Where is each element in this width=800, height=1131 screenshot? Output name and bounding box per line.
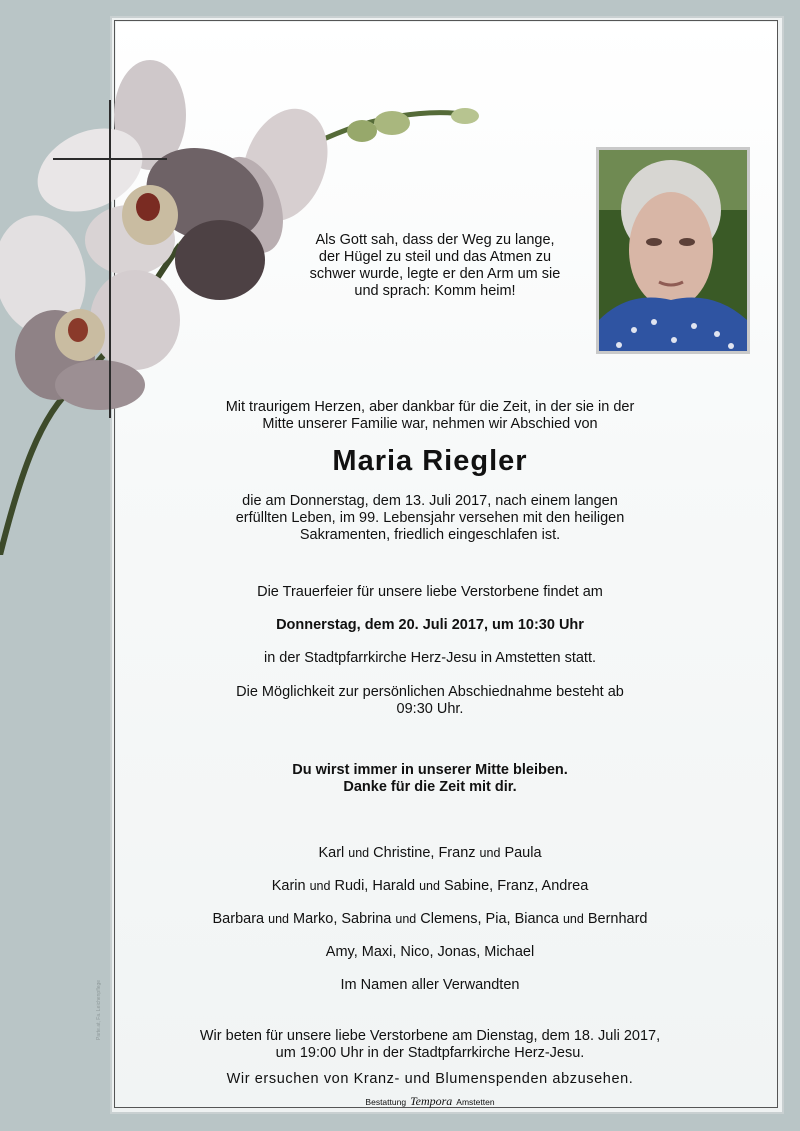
viewing-notice: Die Möglichkeit zur persönlichen Abschiednahme besteht ab 09:30 Uhr. bbox=[236, 684, 624, 717]
portrait-photo bbox=[596, 147, 750, 354]
motto: Du wirst immer in unserer Mitte bleiben. Danke für die Zeit mit dir. bbox=[292, 762, 568, 795]
undertaker-line: Bestattung Tempora Amstetten bbox=[365, 1094, 495, 1108]
cross-icon bbox=[109, 100, 111, 418]
family-line-5: Im Namen aller Verwandten bbox=[340, 977, 520, 993]
funeral-place: in der Stadtpfarrkirche Herz-Jesu in Amstetten statt. bbox=[263, 650, 597, 666]
undertaker-logo: Tempora bbox=[410, 1094, 453, 1108]
intro-text: Mit traurigem Herzen, aber dankbar für die Zeit, in der sie in der Mitte unserer Familie war, nehmen wir Abschied von bbox=[225, 399, 635, 432]
funeral-intro: Die Trauerfeier für unsere liebe Verstorbene findet am bbox=[257, 584, 603, 600]
family-line-4: Amy, Maxi, Nico, Jonas, Michael bbox=[325, 944, 535, 960]
cross-icon-bar bbox=[53, 158, 167, 160]
donation-request: Wir ersuchen von Kranz- und Blumenspenden abzusehen. bbox=[226, 1071, 634, 1087]
memorial-mass: Wir beten für unsere liebe Verstorbene am Dienstag, dem 18. Juli 2017, um 19:00 Uhr in der Stadtpfarrkirche Herz-Jesu. bbox=[199, 1028, 661, 1061]
family-line-2: Karin und Rudi, Harald und Sabine, Franz, Andrea bbox=[271, 878, 589, 894]
death-notice: die am Donnerstag, dem 13. Juli 2017, nach einem langen erfüllten Leben, im 99. Lebensjahr versehen mit den heiligen Sakramenten, friedlich eingeschlafen ist. bbox=[235, 493, 625, 543]
deceased-name: Maria Riegler bbox=[332, 445, 528, 477]
verse-text: Als Gott sah, dass der Weg zu lange, der Hügel zu steil und das Atmen zu schwer wurde, legte er den Arm um sie und sprach: Komm heim! bbox=[309, 232, 561, 299]
family-line-1: Karl und Christine, Franz und Paula bbox=[318, 845, 542, 861]
copyright-note: Parte.at, Fa. Leichenpflege bbox=[96, 979, 102, 1040]
orchid-illustration bbox=[0, 55, 490, 555]
funeral-date: Donnerstag, dem 20. Juli 2017, um 10:30 Uhr bbox=[276, 617, 584, 633]
family-line-3: Barbara und Marko, Sabrina und Clemens, Pia, Bianca und Bernhard bbox=[212, 911, 648, 927]
